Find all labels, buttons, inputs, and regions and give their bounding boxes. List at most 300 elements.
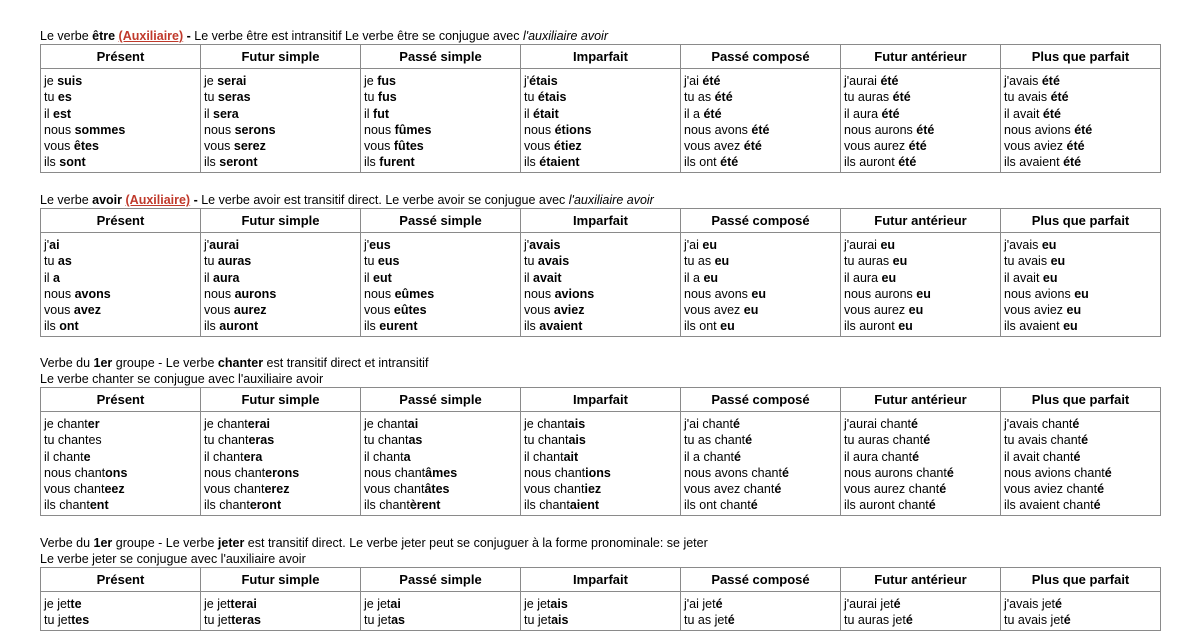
conjugation-line xyxy=(1004,237,1157,253)
conjugation-line xyxy=(364,465,517,481)
column-header: Futur simple xyxy=(201,209,361,233)
column-header: Imparfait xyxy=(521,568,681,592)
column-header: Présent xyxy=(41,388,201,412)
column-header: Passé composé xyxy=(681,388,841,412)
bold-text: fûtes xyxy=(393,139,424,154)
bold-text: 1er xyxy=(93,536,113,550)
bold-text: fus xyxy=(377,74,396,88)
conjugation-line xyxy=(44,138,197,154)
bold-text: eut xyxy=(373,270,392,285)
text: j'aurai chant xyxy=(844,417,912,431)
text: tu avais xyxy=(1004,254,1051,269)
text: nous xyxy=(204,122,235,137)
text: nous aurons xyxy=(844,122,917,137)
text: ils xyxy=(364,319,380,334)
text: ils xyxy=(44,155,60,170)
text: tu auras jet xyxy=(844,613,906,628)
bold-text: terai xyxy=(230,597,257,611)
text: je chant xyxy=(364,417,408,431)
text: vous xyxy=(364,139,394,154)
text: vous chant xyxy=(524,482,585,497)
bold-text: été xyxy=(1050,90,1069,105)
conjugation-line xyxy=(524,318,677,334)
conjugation-line xyxy=(844,416,997,432)
conjugation-line xyxy=(684,286,837,302)
conjugation-line xyxy=(204,449,357,465)
conjugation-line xyxy=(364,286,517,302)
text: il xyxy=(524,270,534,285)
bold-text: eu xyxy=(720,319,735,334)
conjugation-line xyxy=(524,432,677,448)
conjugation-line xyxy=(524,253,677,269)
bold-text: erez xyxy=(264,482,290,497)
conjugation-cell xyxy=(201,592,361,631)
conjugation-line xyxy=(684,154,837,170)
conjugation-line xyxy=(204,237,357,253)
column-header: Futur antérieur xyxy=(841,568,1001,592)
bold-text: é xyxy=(912,449,920,464)
column-header: Présent xyxy=(41,45,201,69)
column-header: Futur antérieur xyxy=(841,209,1001,233)
text: nous aurons xyxy=(844,286,917,301)
text: tu xyxy=(44,90,58,105)
conjugation-cell xyxy=(201,233,361,337)
bold-text: étaient xyxy=(539,155,580,170)
bold-text: été xyxy=(880,74,899,88)
conjugation-line xyxy=(844,253,997,269)
column-header: Passé composé xyxy=(681,209,841,233)
conjugation-line xyxy=(524,89,677,105)
conjugation-line xyxy=(204,138,357,154)
text: tu avais chant xyxy=(1004,433,1082,448)
conjugation-cell xyxy=(361,69,521,173)
bold-text: étiez xyxy=(553,139,582,154)
conjugation-line xyxy=(204,302,357,318)
bold-text: été xyxy=(1041,74,1060,88)
conjugation-line xyxy=(524,270,677,286)
conjugation-line xyxy=(844,432,997,448)
bold-text: avais xyxy=(529,238,561,252)
conjugation-line xyxy=(844,596,997,612)
text: il avait xyxy=(1004,106,1043,121)
auxiliaire-label: (Auxiliaire) xyxy=(125,193,191,207)
conjugation-table xyxy=(40,44,1161,173)
text: nous chant xyxy=(44,465,106,480)
column-header: Passé simple xyxy=(361,568,521,592)
text: il a chant xyxy=(684,449,735,464)
text: ils xyxy=(524,319,540,334)
text: j'avais chant xyxy=(1004,417,1073,431)
auxiliaire-label: (Auxiliaire) xyxy=(118,29,184,43)
text: ils xyxy=(44,319,60,334)
conjugation-line xyxy=(844,318,997,334)
text: j'ai jet xyxy=(684,597,716,611)
conjugation-cell xyxy=(681,412,841,516)
text: nous avions chant xyxy=(1004,465,1105,480)
conjugation-line xyxy=(364,481,517,497)
bold-text: été xyxy=(714,90,733,105)
text: tu auras chant xyxy=(844,433,924,448)
conjugation-line xyxy=(844,286,997,302)
bold-text: eu xyxy=(1074,286,1089,301)
conjugation-line xyxy=(364,432,517,448)
bold-text: te xyxy=(70,597,82,611)
conjugation-cell xyxy=(681,233,841,337)
conjugation-line xyxy=(204,270,357,286)
conjugation-cell xyxy=(361,233,521,337)
text: il xyxy=(364,270,374,285)
heading-line xyxy=(40,28,1161,44)
text: il a xyxy=(684,106,704,121)
text: nous xyxy=(364,286,395,301)
bold-text: eu xyxy=(1066,303,1082,318)
text: vous aurez xyxy=(844,303,909,318)
conjugation-line xyxy=(1004,416,1157,432)
section-heading xyxy=(40,355,1161,387)
text: tu jet xyxy=(204,613,232,628)
conjugation-line xyxy=(684,237,837,253)
conjugation-line xyxy=(844,481,997,497)
conjugation-line xyxy=(1004,138,1157,154)
bold-text: - xyxy=(183,29,195,43)
conjugation-line xyxy=(364,449,517,465)
text: ils auront xyxy=(844,155,899,170)
conjugation-line xyxy=(204,73,357,89)
conjugation-line xyxy=(364,122,517,138)
text: vous aurez chant xyxy=(844,482,940,497)
text: il chant xyxy=(524,449,564,464)
bold-text: aurai xyxy=(209,238,240,252)
conjugation-cell xyxy=(41,412,201,516)
section-heading xyxy=(40,535,1161,567)
text: Le verbe xyxy=(40,193,93,207)
bold-text: été xyxy=(743,139,762,154)
text: vous aurez xyxy=(844,139,909,154)
text: vous chant xyxy=(204,482,265,497)
text: je chant xyxy=(204,417,248,431)
text: nous xyxy=(524,286,555,301)
bold-text: serez xyxy=(233,139,266,154)
text: tu chant xyxy=(524,433,569,448)
text: tu avais xyxy=(1004,90,1051,105)
conjugation-line xyxy=(524,449,677,465)
heading-line xyxy=(40,355,1161,371)
text: vous xyxy=(524,139,554,154)
text: je jet xyxy=(44,597,71,611)
column-header: Imparfait xyxy=(521,209,681,233)
conjugation-line xyxy=(844,89,997,105)
text: je jet xyxy=(364,597,391,611)
conjugation-line xyxy=(204,465,357,481)
text: ils auront xyxy=(844,319,899,334)
conjugation-cell xyxy=(1001,412,1161,516)
text: nous avons xyxy=(684,122,752,137)
bold-text: é xyxy=(745,433,753,448)
text: vous xyxy=(364,303,394,318)
text: je chant xyxy=(44,417,88,431)
column-header: Futur simple xyxy=(201,45,361,69)
text: tu chant xyxy=(204,433,249,448)
bold-text: erons xyxy=(265,465,300,480)
bold-text: aura xyxy=(213,270,240,285)
bold-text: as xyxy=(391,613,406,628)
conjugation-line xyxy=(844,122,997,138)
bold-text: eu xyxy=(1063,319,1078,334)
conjugation-line xyxy=(684,416,837,432)
bold-text: é xyxy=(928,498,936,513)
text: tu auras xyxy=(844,90,893,105)
bold-text: eus xyxy=(369,238,391,252)
text: vous avez xyxy=(684,303,744,318)
bold-text: eu xyxy=(898,319,913,334)
text: nous xyxy=(204,286,235,301)
text: nous chant xyxy=(364,465,426,480)
text: nous xyxy=(524,122,555,137)
conjugation-cell xyxy=(201,412,361,516)
bold-text: aurez xyxy=(233,303,267,318)
bold-text: aurons xyxy=(234,286,277,301)
text: Le verbe xyxy=(40,29,93,43)
bold-text: ais xyxy=(568,433,586,448)
bold-text: eus xyxy=(377,254,400,269)
conjugation-table xyxy=(40,567,1161,631)
text: j'avais xyxy=(1004,74,1042,88)
bold-text: été xyxy=(881,106,900,121)
text: il aura xyxy=(844,106,882,121)
bold-text: eras xyxy=(248,433,275,448)
text: vous xyxy=(204,303,234,318)
text: j' xyxy=(44,238,50,252)
conjugation-line xyxy=(1004,89,1157,105)
table-row xyxy=(41,592,1161,631)
text: tu jet xyxy=(44,613,72,628)
conjugation-line xyxy=(524,302,677,318)
conjugation-line xyxy=(44,416,197,432)
text: il xyxy=(364,106,374,121)
conjugation-line xyxy=(44,596,197,612)
conjugation-line xyxy=(844,302,997,318)
bold-text: e xyxy=(83,449,91,464)
text: tu chant xyxy=(44,433,89,448)
text: nous xyxy=(44,122,75,137)
bold-text: ai xyxy=(407,417,419,431)
conjugation-line xyxy=(1004,318,1157,334)
conjugation-line xyxy=(684,449,837,465)
column-header: Passé simple xyxy=(361,209,521,233)
text: tu jet xyxy=(524,613,552,628)
conjugation-cell xyxy=(1001,233,1161,337)
text: ils avaient xyxy=(1004,155,1064,170)
text: j'aurai xyxy=(844,74,881,88)
bold-text: era xyxy=(243,449,263,464)
text: Le verbe jeter se conjugue avec l'auxiliaire avoir xyxy=(40,552,306,566)
text: il xyxy=(204,270,214,285)
text: tu xyxy=(524,254,538,269)
text: il avait xyxy=(1004,270,1043,285)
bold-text: été xyxy=(898,155,917,170)
section-heading xyxy=(40,28,1161,44)
conjugation-cell xyxy=(521,412,681,516)
conjugation-line xyxy=(204,432,357,448)
text: vous xyxy=(204,139,234,154)
conjugation-line xyxy=(44,253,197,269)
conjugation-line xyxy=(844,154,997,170)
conjugation-line xyxy=(1004,612,1157,628)
conjugation-line xyxy=(44,89,197,105)
text: je chant xyxy=(524,417,568,431)
bold-text: aient xyxy=(569,498,600,513)
bold-text: est xyxy=(53,106,72,121)
conjugation-line xyxy=(684,106,837,122)
conjugation-cell xyxy=(521,233,681,337)
conjugation-line xyxy=(844,612,997,628)
text: j'ai chant xyxy=(684,417,733,431)
conjugation-line xyxy=(44,270,197,286)
text: tu avais jet xyxy=(1004,613,1064,628)
text: ils ont xyxy=(684,155,721,170)
bold-text: é xyxy=(1081,433,1089,448)
bold-text: é xyxy=(893,597,901,611)
conjugation-line xyxy=(524,465,677,481)
bold-text: être xyxy=(92,29,116,43)
conjugation-line xyxy=(1004,432,1157,448)
text: tu xyxy=(524,90,538,105)
text: tu xyxy=(204,90,218,105)
column-header: Passé simple xyxy=(361,388,521,412)
bold-text: eu xyxy=(916,286,931,301)
text: vous xyxy=(524,303,554,318)
text: est transitif direct. Le verbe jeter peut se conjuguer à la forme pronominale: se jeter xyxy=(244,536,708,550)
text: ils avaient xyxy=(1004,319,1064,334)
bold-text: été xyxy=(908,139,927,154)
text: il aura chant xyxy=(844,449,913,464)
conjugation-line xyxy=(1004,497,1157,513)
bold-text: eu xyxy=(881,270,897,285)
bold-text: seras xyxy=(217,90,251,105)
column-header: Plus que parfait xyxy=(1001,209,1161,233)
conjugation-line xyxy=(844,138,997,154)
conjugation-line xyxy=(1004,253,1157,269)
bold-text: avait xyxy=(533,270,562,285)
text: Le verbe avoir est transitif direct. Le verbe avoir se conjugue avec xyxy=(201,193,569,207)
text: ils xyxy=(364,155,380,170)
conjugation-line xyxy=(364,612,517,628)
bold-text: seront xyxy=(219,155,258,170)
text: nous avons xyxy=(684,286,752,301)
conjugation-table xyxy=(40,208,1161,337)
bold-text: eez xyxy=(104,482,125,497)
conjugation-line xyxy=(524,596,677,612)
bold-text: êtes xyxy=(73,139,99,154)
conjugation-line xyxy=(44,449,197,465)
bold-text: étions xyxy=(554,122,592,137)
bold-text: étais xyxy=(537,90,567,105)
section-avoir xyxy=(40,192,1161,337)
bold-text: eu xyxy=(743,303,759,318)
conjugation-line xyxy=(364,237,517,253)
bold-text: été xyxy=(703,106,722,121)
conjugation-line xyxy=(364,89,517,105)
conjugation-line xyxy=(684,73,837,89)
text: j' xyxy=(364,238,370,252)
conjugation-line xyxy=(524,122,677,138)
conjugation-line xyxy=(684,465,837,481)
conjugation-line xyxy=(1004,302,1157,318)
table-row xyxy=(41,233,1161,337)
bold-text: été xyxy=(751,122,770,137)
conjugation-line xyxy=(1004,106,1157,122)
bold-text: ait xyxy=(563,449,579,464)
text: vous aviez xyxy=(1004,303,1067,318)
text: groupe - Le verbe xyxy=(112,536,218,550)
text: j'avais jet xyxy=(1004,597,1056,611)
conjugation-line xyxy=(844,449,997,465)
bold-text: suis xyxy=(57,74,83,88)
column-header: Passé simple xyxy=(361,45,521,69)
bold-text: eu xyxy=(1050,254,1066,269)
bold-text: es xyxy=(57,90,72,105)
conjugation-cell xyxy=(361,592,521,631)
bold-text: été xyxy=(720,155,739,170)
conjugation-line xyxy=(1004,481,1157,497)
conjugation-line xyxy=(844,270,997,286)
conjugation-line xyxy=(364,497,517,513)
text: j' xyxy=(204,238,210,252)
bold-text: été xyxy=(1042,106,1061,121)
heading-line xyxy=(40,535,1161,551)
conjugation-line xyxy=(684,612,837,628)
conjugation-line xyxy=(204,286,357,302)
column-header: Présent xyxy=(41,209,201,233)
text: ils avaient chant xyxy=(1004,498,1094,513)
section-chanter xyxy=(40,355,1161,516)
conjugation-line xyxy=(44,122,197,138)
conjugation-line xyxy=(1004,465,1157,481)
conjugation-cell xyxy=(1001,69,1161,173)
conjugation-line xyxy=(364,154,517,170)
text: il a xyxy=(684,270,704,285)
bold-text: ai xyxy=(49,238,60,252)
table-row xyxy=(41,69,1161,173)
bold-text: été xyxy=(1066,139,1085,154)
text: Le verbe être est intransitif Le verbe être se conjugue avec xyxy=(194,29,523,43)
bold-text: âtes xyxy=(424,482,450,497)
conjugation-cell xyxy=(841,69,1001,173)
text: nous avions xyxy=(1004,286,1075,301)
italic-text: l'auxiliaire avoir xyxy=(568,193,654,207)
conjugation-cell xyxy=(41,592,201,631)
bold-text: eûmes xyxy=(394,286,435,301)
bold-text: é xyxy=(946,465,954,480)
conjugation-table xyxy=(40,387,1161,516)
text: ils chant xyxy=(44,498,90,513)
text: il avait chant xyxy=(1004,449,1074,464)
text: vous aviez xyxy=(1004,139,1067,154)
column-header: Passé composé xyxy=(681,568,841,592)
text: il chant xyxy=(364,449,404,464)
text: il xyxy=(204,106,214,121)
bold-text: é xyxy=(923,433,931,448)
column-header: Imparfait xyxy=(521,388,681,412)
column-header: Imparfait xyxy=(521,45,681,69)
conjugation-line xyxy=(1004,154,1157,170)
conjugation-line xyxy=(524,138,677,154)
bold-text: èrent xyxy=(409,498,441,513)
text: tu as jet xyxy=(684,613,728,628)
bold-text: é xyxy=(1073,449,1081,464)
text: je xyxy=(44,74,58,88)
bold-text: furent xyxy=(379,155,415,170)
